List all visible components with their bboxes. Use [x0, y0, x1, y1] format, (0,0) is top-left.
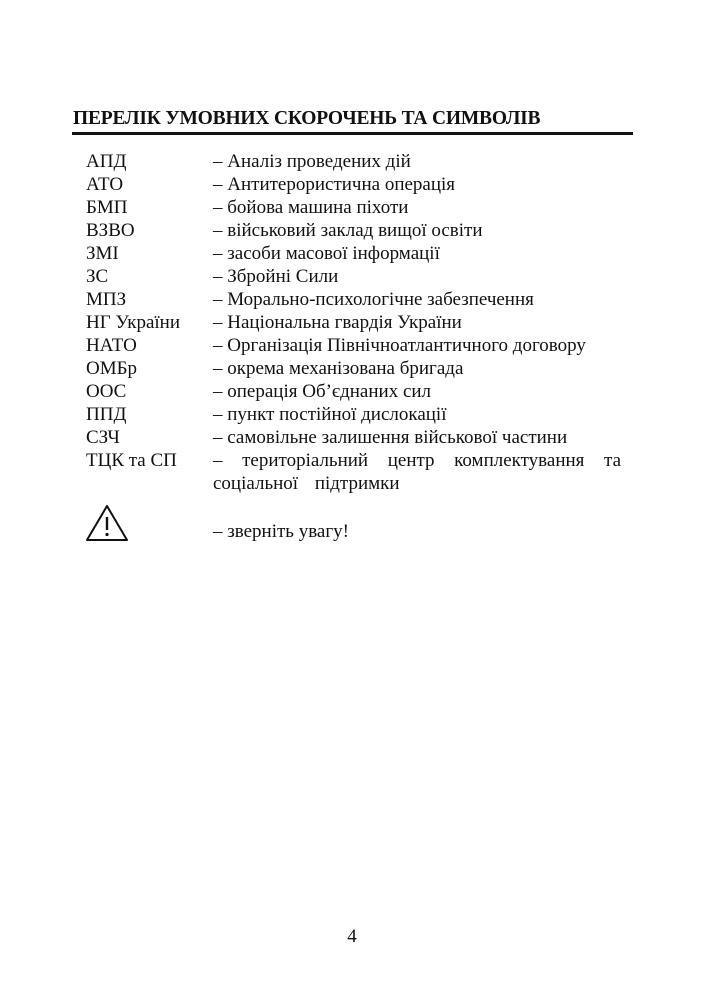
- page-number: 4: [347, 926, 357, 947]
- warning-definition: – зверніть увагу!: [213, 521, 349, 542]
- abbreviation-row: [86, 334, 621, 357]
- abbreviation: НАТО: [86, 335, 137, 356]
- abbreviation-definition: – пункт постійної дислокації: [213, 404, 447, 425]
- abbreviation: АТО: [86, 174, 124, 195]
- abbreviation: ППД: [86, 404, 127, 425]
- abbreviation-row: [86, 380, 621, 403]
- abbreviation-row: [86, 449, 621, 495]
- abbreviation: АПД: [86, 151, 127, 172]
- abbreviation: БМП: [86, 197, 128, 218]
- abbreviation-definition: – військовий заклад вищої освіти: [213, 220, 483, 241]
- abbreviation-definition: – Антитерористична операція: [213, 174, 456, 195]
- warning-triangle-icon: [84, 503, 130, 543]
- title-underline: [72, 132, 633, 135]
- abbreviation-row: [86, 357, 621, 380]
- abbreviation-definition: – самовільне залишення військової частини: [213, 427, 568, 448]
- abbreviation-row: [86, 173, 621, 196]
- abbreviation-definition: – бойова машина піхоти: [213, 197, 409, 218]
- abbreviation: МПЗ: [86, 289, 127, 310]
- abbreviation-row: [86, 150, 621, 173]
- abbreviation-row: [86, 288, 621, 311]
- abbreviation-definition: – засоби масової інформації: [213, 243, 440, 264]
- abbreviation: ВЗВО: [86, 220, 135, 241]
- abbreviation-row: [86, 426, 621, 449]
- abbreviation-row: [86, 242, 621, 265]
- abbreviation-row: [86, 311, 621, 334]
- page-title: ПЕРЕЛІК УМОВНИХ СКОРОЧЕНЬ ТА СИМВОЛІВ: [73, 108, 541, 129]
- abbreviation-definition: – Аналіз проведених дій: [213, 151, 411, 172]
- abbreviation-row: [86, 265, 621, 288]
- abbreviation-row: [86, 219, 621, 242]
- abbreviation: СЗЧ: [86, 427, 120, 448]
- abbreviation-definition: – Морально-психологічне забезпечення: [213, 289, 534, 310]
- abbreviation: ООС: [86, 381, 127, 402]
- abbreviation-list: [86, 150, 621, 495]
- abbreviation-definition: – Національна гвардія України: [213, 312, 462, 333]
- abbreviation: ЗС: [86, 266, 109, 287]
- abbreviation: ОМБр: [86, 358, 138, 379]
- abbreviation: ТЦК та СП: [86, 450, 177, 471]
- warning-symbol-entry: [84, 503, 624, 543]
- abbreviation-definition: – Збройні Сили: [213, 266, 339, 287]
- abbreviation: ЗМІ: [86, 243, 119, 264]
- abbreviation-definition: – територіальний центр комплектування та соціальної підтримки: [213, 450, 621, 494]
- abbreviation-definition: – операція Об’єднаних сил: [213, 381, 432, 402]
- abbreviation: НГ України: [86, 312, 181, 333]
- abbreviation-row: [86, 196, 621, 219]
- abbreviation-row: [86, 403, 621, 426]
- abbreviation-definition: – Організація Північноатлантичного договору: [213, 335, 586, 356]
- abbreviation-definition: – окрема механізована бригада: [213, 358, 464, 379]
